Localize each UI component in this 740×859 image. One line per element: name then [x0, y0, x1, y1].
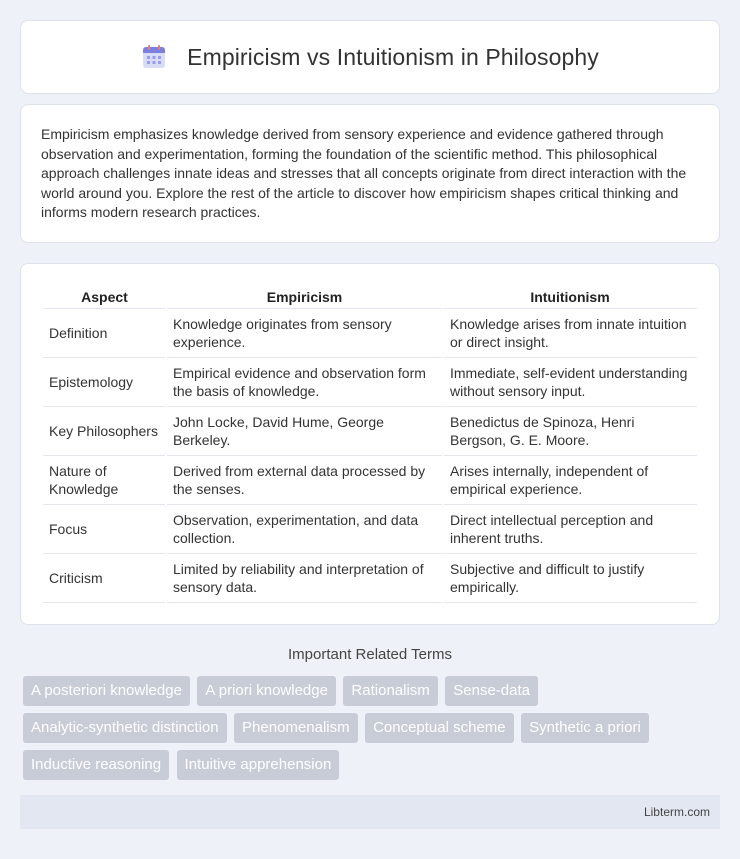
- comparison-table-card: [20, 263, 720, 625]
- related-term-tag[interactable]: A posteriori knowledge: [23, 676, 190, 706]
- table-cell-empiricism: Empirical evidence and observation form the basis of knowledge.: [166, 357, 443, 406]
- comparison-table: [43, 284, 697, 603]
- page-title: Empiricism vs Intuitionism in Philosophy: [187, 43, 599, 70]
- footer-site-link[interactable]: Libterm.com: [643, 805, 710, 819]
- related-term-tag[interactable]: Rationalism: [343, 676, 437, 706]
- related-term-tag[interactable]: Intuitive apprehension: [177, 750, 340, 780]
- table-row: [43, 308, 697, 357]
- table-row: [43, 357, 697, 406]
- table-cell-intuitionism: Immediate, self-evident understanding without sensory input.: [443, 357, 697, 406]
- table-cell-empiricism: John Locke, David Hume, George Berkeley.: [166, 406, 443, 455]
- intro-text: Empiricism emphasizes knowledge derived from sensory experience and evidence gathered through observation and experimentation, forming the foundation of the scientific method. This philosophical approach challenges innate ideas and stresses that all concepts originate from direct interaction with the world around you. Explore the rest of the article to discover how empiricism shapes critical thinking and informs modern research practices.: [41, 126, 687, 221]
- table-cell-aspect: Epistemology: [43, 357, 166, 406]
- table-row: [43, 406, 697, 455]
- column-header-intuitionism: Intuitionism: [530, 288, 610, 305]
- related-term-tag[interactable]: Phenomenalism: [234, 713, 358, 743]
- table-cell-intuitionism: Subjective and difficult to justify empirically.: [443, 553, 697, 602]
- related-term-tag[interactable]: Analytic-synthetic distinction: [23, 713, 227, 743]
- calendar-icon: [141, 44, 167, 70]
- table-cell-empiricism: Derived from external data processed by the senses.: [166, 455, 443, 504]
- table-cell-intuitionism: Direct intellectual perception and inherent truths.: [443, 504, 697, 553]
- table-cell-intuitionism: Benedictus de Spinoza, Henri Bergson, G. E. Moore.: [443, 406, 697, 455]
- table-header-row: [43, 284, 697, 308]
- table-cell-empiricism: Knowledge originates from sensory experience.: [166, 308, 443, 357]
- footer: [20, 795, 720, 829]
- table-cell-intuitionism: Knowledge arises from innate intuition or direct insight.: [443, 308, 697, 357]
- column-header-aspect: Aspect: [81, 288, 128, 305]
- table-row: [43, 504, 697, 553]
- related-terms-list: [23, 676, 723, 787]
- related-term-tag[interactable]: A priori knowledge: [197, 676, 336, 706]
- table-cell-aspect: Nature of Knowledge: [43, 455, 166, 504]
- related-term-tag[interactable]: Inductive reasoning: [23, 750, 169, 780]
- table-cell-empiricism: Observation, experimentation, and data collection.: [166, 504, 443, 553]
- table-cell-empiricism: Limited by reliability and interpretation of sensory data.: [166, 553, 443, 602]
- table-row: [43, 553, 697, 602]
- related-terms-heading: Important Related Terms: [288, 646, 452, 663]
- table-row: [43, 455, 697, 504]
- header-card: [20, 20, 720, 94]
- column-header-empiricism: Empiricism: [266, 288, 343, 305]
- table-cell-aspect: Key Philosophers: [43, 406, 166, 455]
- table-cell-intuitionism: Arises internally, independent of empirical experience.: [443, 455, 697, 504]
- table-cell-aspect: Definition: [43, 308, 166, 357]
- related-term-tag[interactable]: Conceptual scheme: [365, 713, 514, 743]
- intro-card: [20, 104, 720, 243]
- table-cell-aspect: Focus: [43, 504, 166, 553]
- related-term-tag[interactable]: Synthetic a priori: [521, 713, 649, 743]
- table-cell-aspect: Criticism: [43, 553, 166, 602]
- related-term-tag[interactable]: Sense-data: [445, 676, 538, 706]
